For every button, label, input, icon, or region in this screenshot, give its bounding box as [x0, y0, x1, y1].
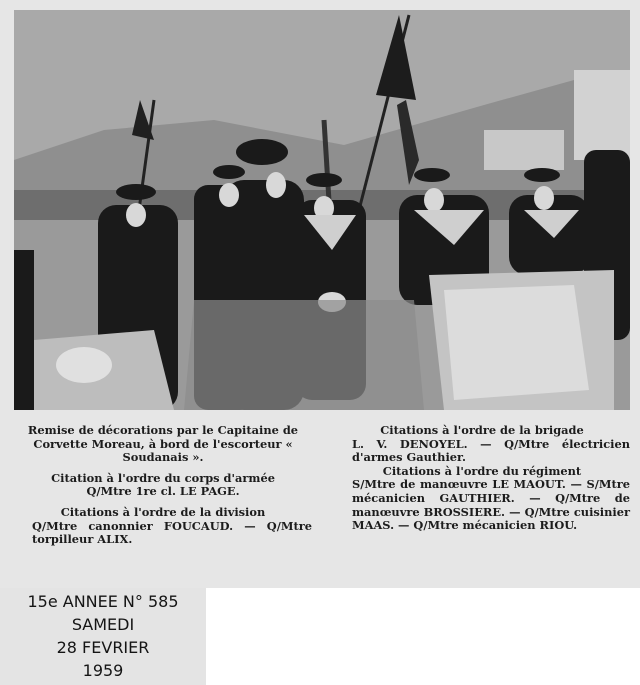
issue-weekday: SAMEDI — [71, 615, 135, 634]
citation-names-regiment: S/Mtre de manœuvre LE MAOUT. — S/Mtre mécanicien GAUTHIER. — Q/Mtre de manœuvre BROSSIERE. — Q/Mtre cuisinier MAAS. — Q/Mtre mécanicien RIOU. — [352, 477, 630, 533]
citation-heading-brigade: Citations à l'ordre de la brigade — [380, 423, 584, 437]
citation-names-brigade: L. V. DENOYEL. — Q/Mtre électricien d'armes Gauthier. — [352, 436, 630, 465]
citation-heading-corps: Citation à l'ordre du corps d'armée — [51, 470, 275, 485]
issue-date-stamp — [0, 588, 206, 685]
citation-heading-division: Citations à l'ordre de la division — [60, 504, 266, 519]
citation-names-division: Q/Mtre canonnier FOUCAUD. — Q/Mtre torpilleur ALIX. — [32, 518, 312, 547]
caption-left-column — [14, 424, 312, 547]
citation-names-corps: Q/Mtre 1re cl. LE PAGE. — [86, 484, 240, 499]
citation-heading-regiment: Citations à l'ordre du régiment — [382, 463, 582, 478]
photo-caption — [14, 424, 628, 582]
issue-year: 1959 — [82, 661, 124, 680]
caption-intro: Remise de décorations par le Capitaine de Corvette Moreau, à bord de l'escorteur « Soudanais ». — [27, 423, 299, 465]
issue-date: 28 FEVRIER — [56, 638, 150, 657]
issue-number: 15e ANNEE N° 585 — [27, 592, 179, 611]
caption-right-column — [334, 424, 630, 533]
photo-naval-ceremony — [14, 10, 630, 410]
